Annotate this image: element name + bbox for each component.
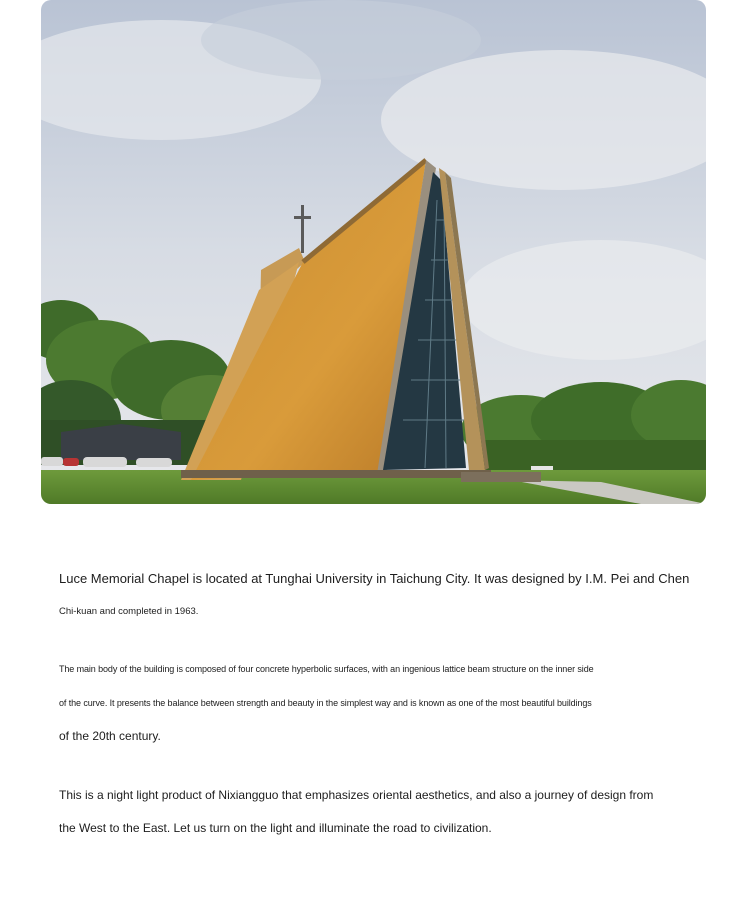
description-line-1: Luce Memorial Chapel is located at Tunghai University in Taichung City. It was designed by I.M. Pei and Chen (59, 571, 690, 586)
chapel-illustration (41, 0, 706, 504)
description-line-6: This is a night light product of Nixiangguo that emphasizes oriental aesthetics, and also a journey of design from (59, 788, 654, 802)
chapel-photo (41, 0, 706, 504)
description-line-4: of the curve. It presents the balance between strength and beauty in the simplest way and is known as one of the most beautiful buildings (59, 698, 592, 708)
cars (41, 457, 172, 467)
description-line-5: of the 20th century. (59, 729, 161, 743)
description-line-2: Chi-kuan and completed in 1963. (59, 606, 199, 617)
description-line-3: The main body of the building is composed of four concrete hyperbolic surfaces, with an ingenious lattice beam structure on the inner side (59, 664, 594, 674)
description-line-7: the West to the East. Let us turn on the light and illuminate the road to civilization. (59, 821, 492, 835)
